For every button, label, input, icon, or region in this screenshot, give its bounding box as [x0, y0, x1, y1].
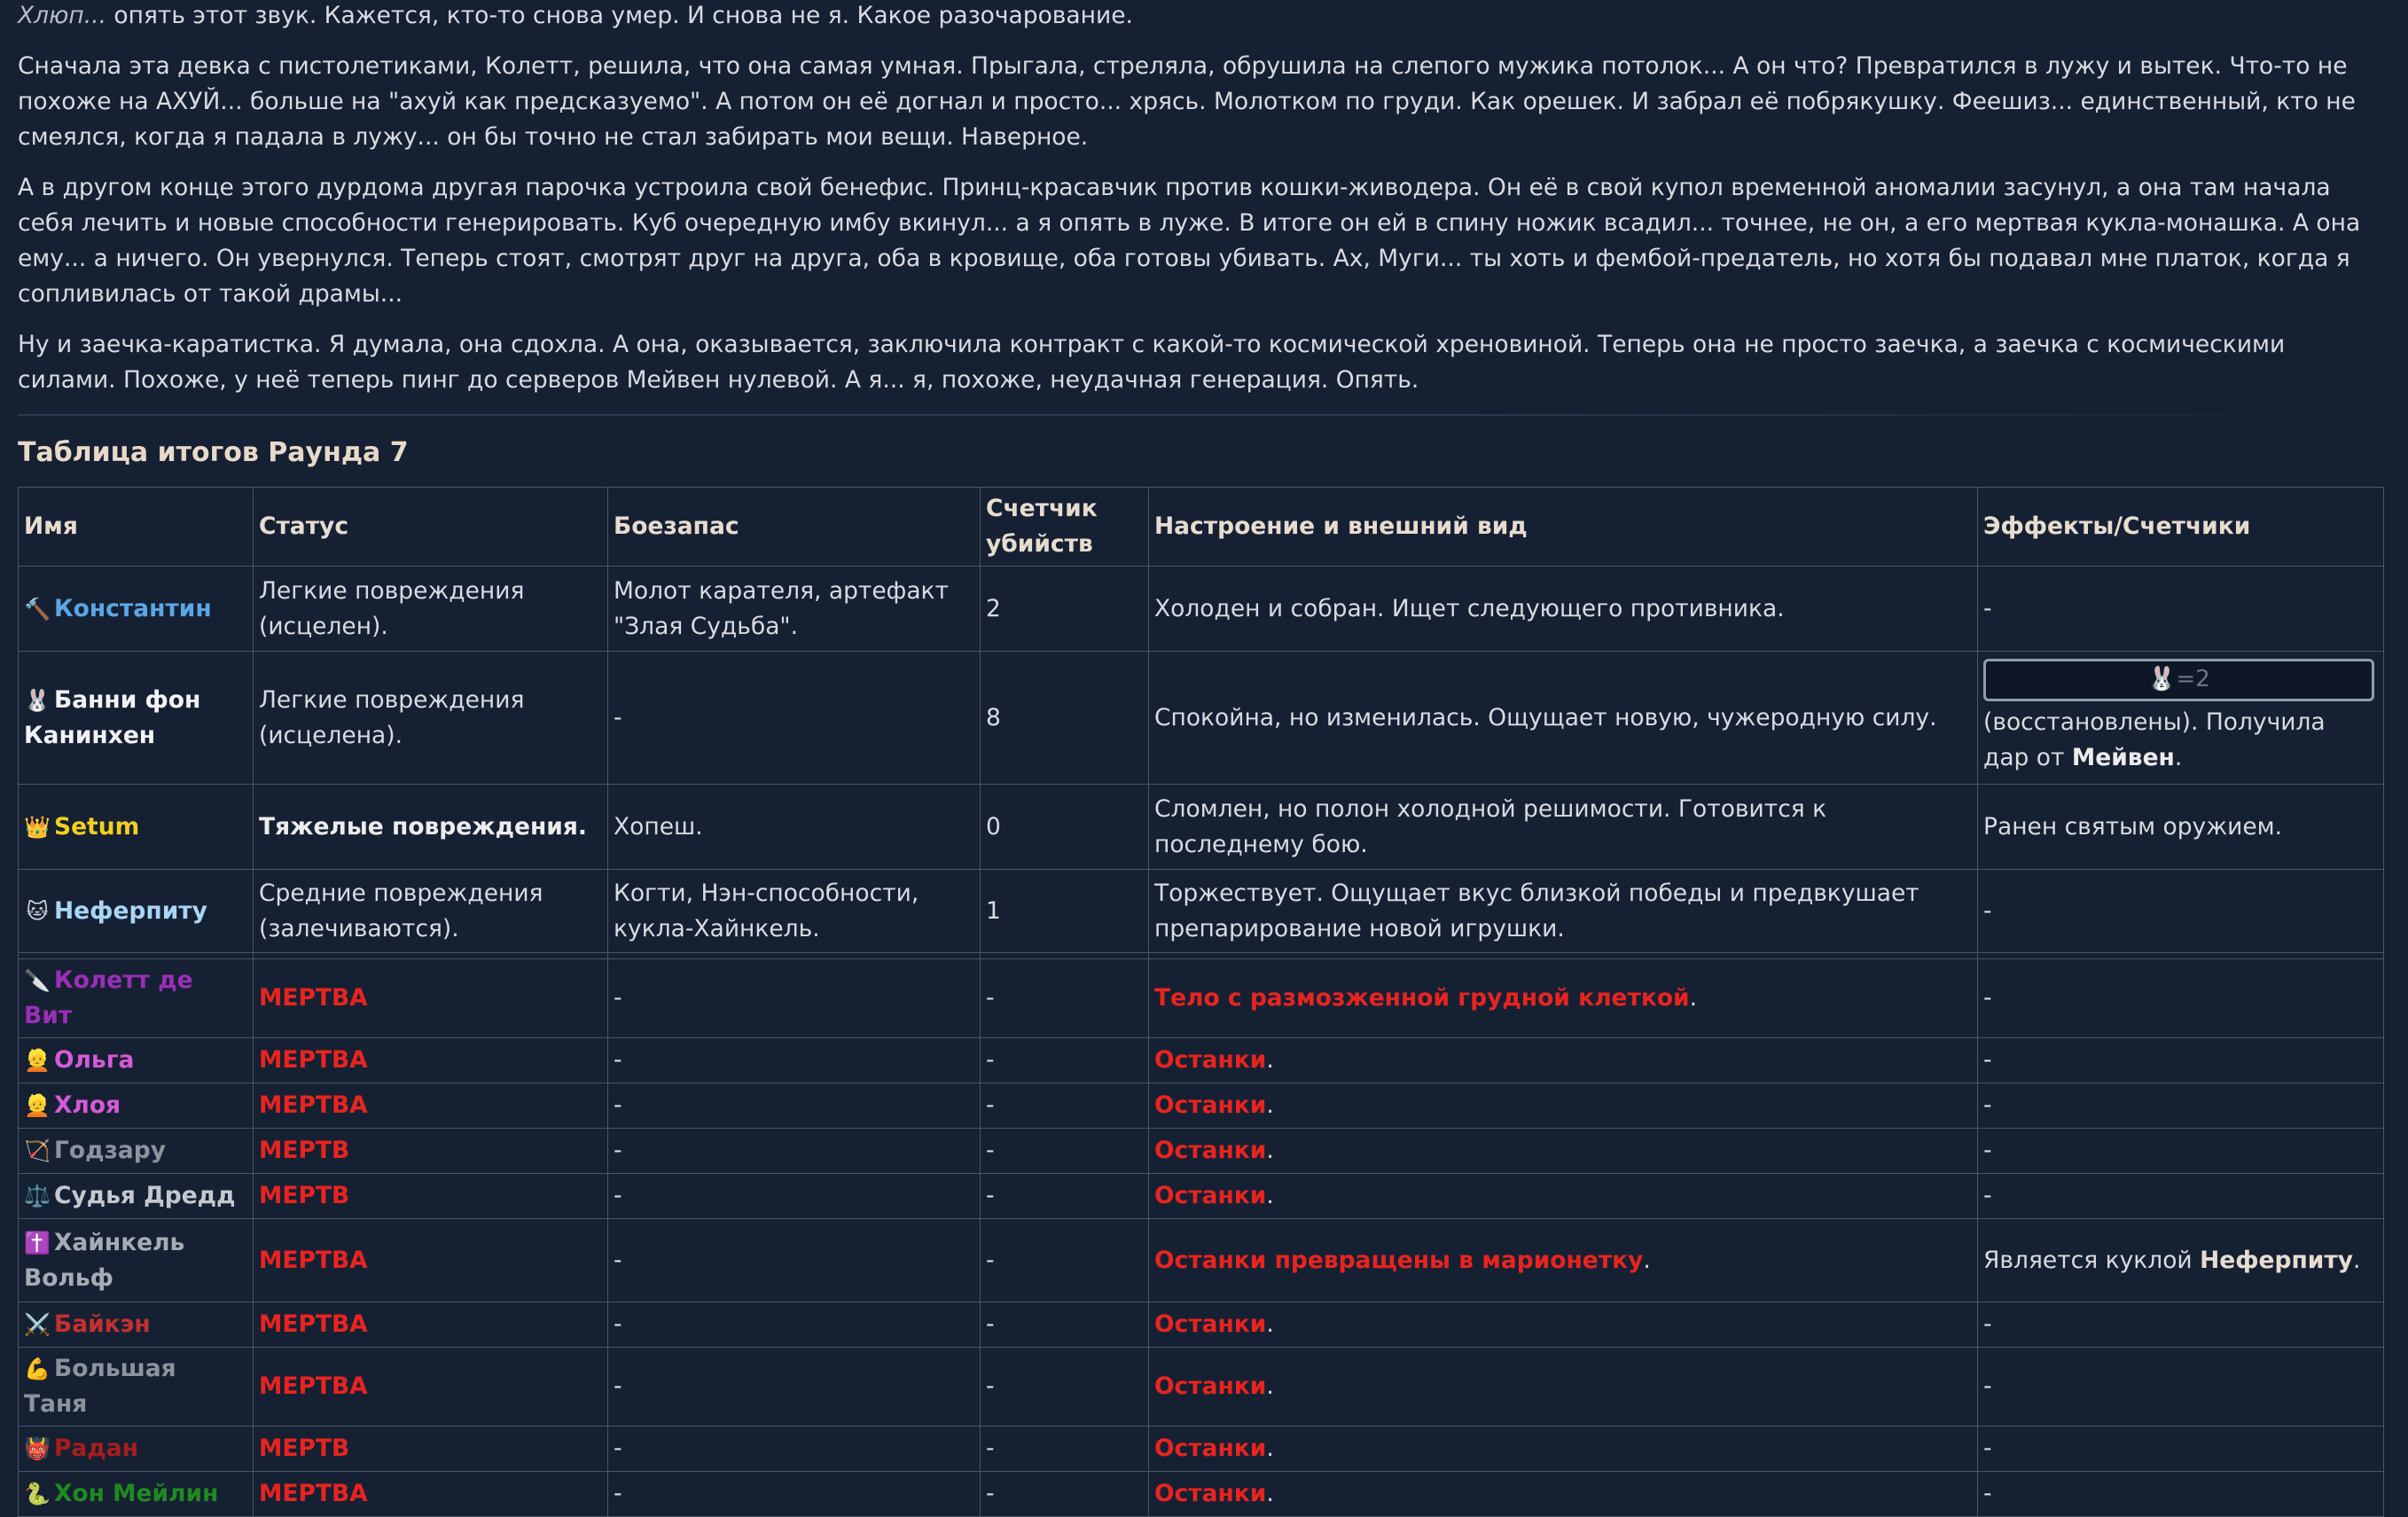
name-cell — [19, 959, 254, 1038]
name-cell — [19, 1302, 254, 1348]
kills-cell: - — [981, 1038, 1149, 1083]
remains-label: Останки — [1154, 1046, 1267, 1074]
hammer-icon: 🔨 — [24, 596, 51, 622]
effects-cell: - — [1978, 959, 2384, 1038]
mood-tail: . — [1266, 1046, 1274, 1074]
table-row — [19, 870, 2384, 953]
status-cell: МЕРТВ — [254, 1129, 608, 1174]
ammo-cell: - — [608, 1038, 981, 1083]
effects-cell: - — [1978, 870, 2384, 953]
effects-cell: - — [1978, 1472, 2384, 1517]
kills-cell: - — [981, 1427, 1149, 1472]
name-cell — [19, 1219, 254, 1302]
name-cell — [19, 1083, 254, 1129]
remains-label: Останки — [1154, 1310, 1267, 1338]
status-cell: МЕРТВА — [254, 1302, 608, 1348]
name-cell — [19, 1038, 254, 1083]
kills-cell: 8 — [981, 652, 1149, 785]
ammo-cell: - — [608, 1348, 981, 1427]
bunny-counter-field[interactable]: 🐰=2 — [1983, 659, 2374, 701]
remains-label: Останки — [1154, 1182, 1267, 1209]
status-cell: МЕРТВ — [254, 1427, 608, 1472]
mood-cell — [1149, 1302, 1978, 1348]
knife-icon: 🔪 — [24, 968, 51, 993]
effects-text: (восстановлены). Получила дар от — [1983, 708, 2326, 771]
status-cell: Легкие повреждения (исцелен). — [254, 567, 608, 652]
effects-text: Является куклой — [1983, 1246, 2201, 1274]
effects-cell — [1978, 1219, 2384, 1302]
table-row — [19, 1219, 2384, 1302]
col-name-header: Имя — [19, 488, 254, 567]
kills-cell: - — [981, 1219, 1149, 1302]
effects-cell: - — [1978, 1083, 2384, 1129]
mood-tail: . — [1266, 1182, 1274, 1209]
remains-label: Останки — [1154, 1435, 1267, 1462]
name-cell — [19, 652, 254, 785]
status-cell: МЕРТВА — [254, 1038, 608, 1083]
character-name: Хлоя — [54, 1091, 121, 1119]
effects-cell: Ранен святым оружием. — [1978, 785, 2384, 870]
mood-cell — [1149, 1219, 1978, 1302]
effects-text-end: . — [2352, 1246, 2361, 1274]
flexed-biceps-icon: 💪 — [24, 1357, 51, 1381]
round-results-table — [18, 487, 2384, 1517]
character-name: Хон Мейлин — [54, 1480, 219, 1507]
ammo-cell: Когти, Нэн-способности, кукла-Хайнкель. — [608, 870, 981, 953]
effects-cell: - — [1978, 1348, 2384, 1427]
ammo-cell: - — [608, 959, 981, 1038]
character-name: Setum — [54, 812, 140, 841]
character-name: Неферпиту — [54, 896, 207, 925]
character-name: Байкэн — [54, 1310, 151, 1338]
effects-cell — [1978, 652, 2384, 785]
character-name: Колетт де Вит — [24, 966, 193, 1029]
ammo-cell: - — [608, 1219, 981, 1302]
remains-label: Останки — [1154, 1372, 1267, 1400]
character-name: Ольга — [54, 1046, 135, 1074]
kills-cell: - — [981, 1083, 1149, 1129]
mood-cell: Сломлен, но полон холодной решимости. Готовится к последнему бою. — [1149, 785, 1978, 870]
character-name: Большая Таня — [24, 1355, 176, 1418]
col-ammo-header: Боезапас — [608, 488, 981, 567]
mood-tail: . — [1266, 1310, 1274, 1338]
table-separator-row — [19, 953, 2384, 959]
section-divider — [18, 414, 2387, 416]
table-row — [19, 1038, 2384, 1083]
character-name: Радан — [54, 1435, 138, 1462]
kills-cell: - — [981, 959, 1149, 1038]
mood-cell — [1149, 1348, 1978, 1427]
name-cell — [19, 1472, 254, 1517]
intro-paragraph-1 — [18, 0, 2387, 34]
name-cell — [19, 1348, 254, 1427]
status-cell: Легкие повреждения (исцелена). — [254, 652, 608, 785]
ammo-cell: - — [608, 1083, 981, 1129]
character-name: Банни фон Канинхен — [24, 685, 201, 749]
crown-icon: 👑 — [24, 814, 51, 840]
table-row — [19, 1427, 2384, 1472]
bow-arrow-icon: 🏹 — [24, 1138, 51, 1163]
kills-cell: - — [981, 1174, 1149, 1219]
ammo-cell: - — [608, 1302, 981, 1348]
ogre-icon: 👹 — [24, 1436, 51, 1461]
effects-text-end: . — [2174, 743, 2183, 771]
mood-cell — [1149, 1038, 1978, 1083]
mood-tail: . — [1643, 1246, 1651, 1274]
blonde-person-icon: 👱 — [24, 1093, 51, 1118]
ammo-cell: - — [608, 652, 981, 785]
name-cell — [19, 1129, 254, 1174]
effects-cell: - — [1978, 1129, 2384, 1174]
table-row — [19, 1348, 2384, 1427]
ammo-cell: Молот карателя, артефакт "Злая Судьба". — [608, 567, 981, 652]
ammo-cell: - — [608, 1472, 981, 1517]
intro-paragraph-2: Сначала эта девка с пистолетиками, Колетт, решила, что она самая умная. Прыгала, стреляла, обрушила на слепого мужика потолок... А он что? Превратился в лужу и вытек. Что-то не похоже на АХУЙ... больше на "ахуй как предсказуемо". А потом он её догнал и просто... хрясь. Молотком по груди. Как орешек. И забрал её побрякушку. Феешиз... единственный, кто не смеялся, когда я падала в лужу... он бы точно не стал забирать мои вещи. Наверное. — [18, 52, 2356, 151]
remains-label: Останки — [1154, 1091, 1267, 1119]
mood-cell: Спокойна, но изменилась. Ощущает новую, чужеродную силу. — [1149, 652, 1978, 785]
kills-cell: - — [981, 1129, 1149, 1174]
ammo-cell: Хопеш. — [608, 785, 981, 870]
mood-cell — [1149, 1427, 1978, 1472]
table-title: Таблица итогов Раунда 7 — [18, 437, 409, 468]
intro-paragraph-3: А в другом конце этого дурдома другая парочка устроила свой бенефис. Принц-красавчик против кошки-живодера. Он её в свой купол временной аномалии засунул, а она там начала себя лечить и новые способности генерировать. Куб очередную имбу вкинул... а я опять в луже. В итоге он ей в спину ножик всадил... точнее, не он, а его мертвая кукла-монашка. А она ему... а ничего. Он увернулся. Теперь стоят, смотрят друг на друга, оба в кровище, оба готовы убивать. Ах, Муги... ты хоть и фембой-предатель, но хотя бы подавал мне платок, когда я сопливилась от такой драмы... — [18, 174, 2361, 308]
table-row — [19, 1083, 2384, 1129]
character-name: Константин — [54, 594, 212, 622]
ammo-cell: - — [608, 1427, 981, 1472]
mood-cell: Торжествует. Ощущает вкус близкой победы и предвкушает препарирование новой игрушки. — [1149, 870, 1978, 953]
character-name: Судья Дредд — [54, 1182, 236, 1209]
blonde-person-icon: 👱 — [24, 1048, 51, 1073]
table-row — [19, 1174, 2384, 1219]
effects-cell: - — [1978, 567, 2384, 652]
mood-tail: . — [1266, 1372, 1274, 1400]
mood-cell — [1149, 1083, 1978, 1129]
status-cell: Тяжелые повреждения. — [254, 785, 608, 870]
table-row — [19, 652, 2384, 785]
remains-label: Тело с размозженной грудной клеткой — [1154, 984, 1690, 1012]
status-cell: Средние повреждения (залечиваются). — [254, 870, 608, 953]
crossed-swords-icon: ⚔️ — [24, 1312, 51, 1337]
kills-cell: 1 — [981, 870, 1149, 953]
col-status-header: Статус — [254, 488, 608, 567]
mood-tail: . — [1689, 984, 1698, 1012]
intro-paragraph-1-text: опять этот звук. Кажется, кто-то снова умер. И снова не я. Какое разочарование. — [106, 2, 1133, 29]
mood-cell — [1149, 1472, 1978, 1517]
snake-icon: 🐍 — [24, 1482, 51, 1506]
status-cell: МЕРТВА — [254, 1348, 608, 1427]
table-row — [19, 1472, 2384, 1517]
name-cell — [19, 870, 254, 953]
table-row — [19, 567, 2384, 652]
mood-cell — [1149, 1129, 1978, 1174]
col-effects-header: Эффекты/Счетчики — [1978, 488, 2384, 567]
status-cell: МЕРТВА — [254, 1083, 608, 1129]
kills-cell: - — [981, 1348, 1149, 1427]
bunny-icon: 🐰 — [24, 687, 51, 713]
table-row — [19, 1129, 2384, 1174]
status-cell: МЕРТВ — [254, 1174, 608, 1219]
effects-cell: - — [1978, 1427, 2384, 1472]
cat-icon: 🐱 — [26, 898, 49, 924]
status-cell: МЕРТВА — [254, 959, 608, 1038]
kills-cell: - — [981, 1472, 1149, 1517]
table-row — [19, 959, 2384, 1038]
status-cell: МЕРТВА — [254, 1472, 608, 1517]
mood-tail: . — [1266, 1137, 1274, 1164]
intro-paragraph-4: Ну и заечка-каратистка. Я думала, она сдохла. А она, оказывается, заключила контракт с какой-то космической хреновиной. Теперь она не просто заечка, а заечка с космическими силами. Похоже, у неё теперь пинг до серверов Мейвен нулевой. А я... я, похоже, неудачная генерация. Опять. — [18, 331, 2286, 394]
col-kills-header: Счетчик убийств — [981, 488, 1149, 567]
remains-label: Останки — [1154, 1137, 1267, 1164]
mood-cell: Холоден и собран. Ищет следующего противника. — [1149, 567, 1978, 652]
effects-bold-name: Неферпиту — [2200, 1246, 2353, 1274]
kills-cell: 0 — [981, 785, 1149, 870]
name-cell — [19, 567, 254, 652]
mood-tail: . — [1266, 1091, 1274, 1119]
name-cell — [19, 1427, 254, 1472]
kills-cell: - — [981, 1302, 1149, 1348]
effects-cell: - — [1978, 1174, 2384, 1219]
effects-cell: - — [1978, 1302, 2384, 1348]
ammo-cell: - — [608, 1174, 981, 1219]
remains-label: Останки — [1154, 1480, 1267, 1507]
character-name: Годзару — [54, 1137, 167, 1164]
mood-cell — [1149, 959, 1978, 1038]
effects-cell: - — [1978, 1038, 2384, 1083]
mood-tail: . — [1266, 1435, 1274, 1462]
cross-icon: ✝️ — [24, 1230, 51, 1255]
table-row — [19, 785, 2384, 870]
ammo-cell: - — [608, 1129, 981, 1174]
name-cell — [19, 1174, 254, 1219]
character-name: Хайнкель Вольф — [24, 1228, 185, 1292]
status-cell: МЕРТВА — [254, 1219, 608, 1302]
table-header-row — [19, 488, 2384, 567]
scales-icon: ⚖️ — [24, 1184, 51, 1208]
mood-tail: . — [1266, 1480, 1274, 1507]
name-cell — [19, 785, 254, 870]
kills-cell: 2 — [981, 567, 1149, 652]
col-mood-header: Настроение и внешний вид — [1149, 488, 1978, 567]
remains-label: Останки превращены в марионетку — [1154, 1246, 1644, 1274]
table-row — [19, 1302, 2384, 1348]
effects-bold-name: Мейвен — [2071, 743, 2175, 771]
intro-sound-word: Хлюп... — [18, 2, 106, 29]
mood-cell — [1149, 1174, 1978, 1219]
